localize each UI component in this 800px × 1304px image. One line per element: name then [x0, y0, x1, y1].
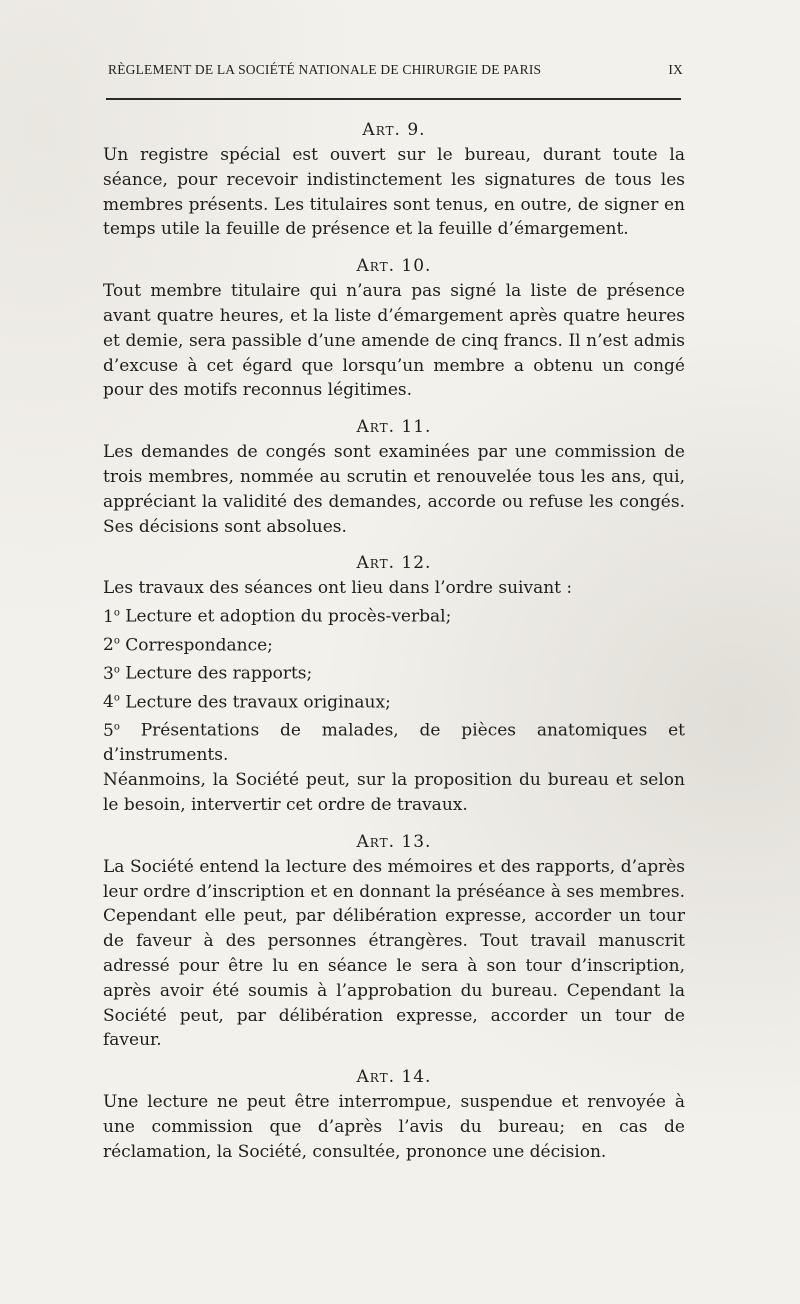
list-item — [103, 687, 685, 715]
list-item — [103, 601, 685, 629]
article-paragraph: La Société entend la lecture des mémoires et des rapports, d’après leur ordre d’inscription et en donnant la préséance à ses membres. Cependant elle peut, par délibération expresse, accorder un tour de faveur à des personnes étrangères. Tout travail manuscrit adressé pour être lu en séance le sera à son tour d’inscription, après avoir été soumis à l’approbation du bureau. Cependant la Société peut, par délibération expresse, accorder un tour de faveur. — [103, 856, 685, 1051]
article-heading: Art. 14. — [356, 1067, 432, 1088]
page-number: IX — [668, 62, 683, 77]
list-text: Lecture des rapports; — [125, 663, 313, 684]
ordinal-suffix: o — [113, 692, 120, 704]
article-heading: Art. 13. — [356, 831, 432, 852]
article-heading: Art. 11. — [356, 417, 432, 438]
article-paragraph: Les demandes de congés sont examinées par une commission de trois membres, nommée au scrutin et renouvelée tous les ans, qui, appréciant la validité des demandes, accorde ou refuse les congés. Ses décisions sont absolues. — [103, 442, 685, 537]
article-closing: Néanmoins, la Société peut, sur la proposition du bureau et selon le besoin, intervertir cet ordre de travaux. — [103, 770, 685, 816]
article-heading: Art. 9. — [362, 120, 426, 140]
article-paragraph: Un registre spécial est ouvert sur le bureau, durant toute la séance, pour recevoir indistinctement les signatures de tous les membres présents. Les titulaires sont tenus, en outre, de signer en temps utile la feuille de présence et la feuille d’émargement. — [103, 145, 685, 240]
ordinal-suffix: o — [113, 664, 120, 676]
article-intro: Les travaux des séances ont lieu dans l’ordre suivant : — [103, 578, 573, 599]
list-item — [103, 630, 685, 658]
ordinal-suffix: o — [113, 607, 120, 619]
list-item — [103, 715, 685, 768]
ordinal-suffix: o — [113, 635, 120, 647]
list-item — [103, 658, 685, 686]
list-number: 5 — [103, 720, 114, 741]
header-rule — [106, 98, 681, 100]
list-number: 4 — [103, 692, 114, 713]
list-text: Lecture et adoption du procès-verbal; — [125, 606, 452, 627]
article-heading: Art. 12. — [356, 553, 432, 574]
running-title: RÈGLEMENT DE LA SOCIÉTÉ NATIONALE DE CHIRURGIE DE PARIS — [108, 62, 542, 77]
article-heading: Art. 10. — [356, 256, 432, 277]
page-body — [103, 118, 685, 1165]
list-number: 3 — [103, 663, 114, 684]
list-text: Correspondance; — [125, 635, 273, 656]
list-number: 1 — [103, 606, 114, 627]
ordinal-suffix: o — [113, 720, 120, 732]
article-paragraph: Tout membre titulaire qui n’aura pas signé la liste de présence avant quatre heures, et la liste d’émargement après quatre heures et demie, sera passible d’une amende de cinq francs. Il n’est admis d’excuse à cet égard que lorsqu’un membre a obtenu un congé pour des motifs reconnus légitimes. — [103, 281, 685, 401]
list-text: Lecture des travaux originaux; — [125, 692, 391, 713]
list-text: Présentations de malades, de pièces anatomiques et d’instruments. — [103, 720, 686, 766]
article-paragraph: Une lecture ne peut être interrompue, suspendue et renvoyée à une commission que d’après l’avis du bureau; en cas de réclamation, la Société, consultée, prononce une décision. — [103, 1092, 685, 1162]
list-number: 2 — [103, 635, 114, 656]
